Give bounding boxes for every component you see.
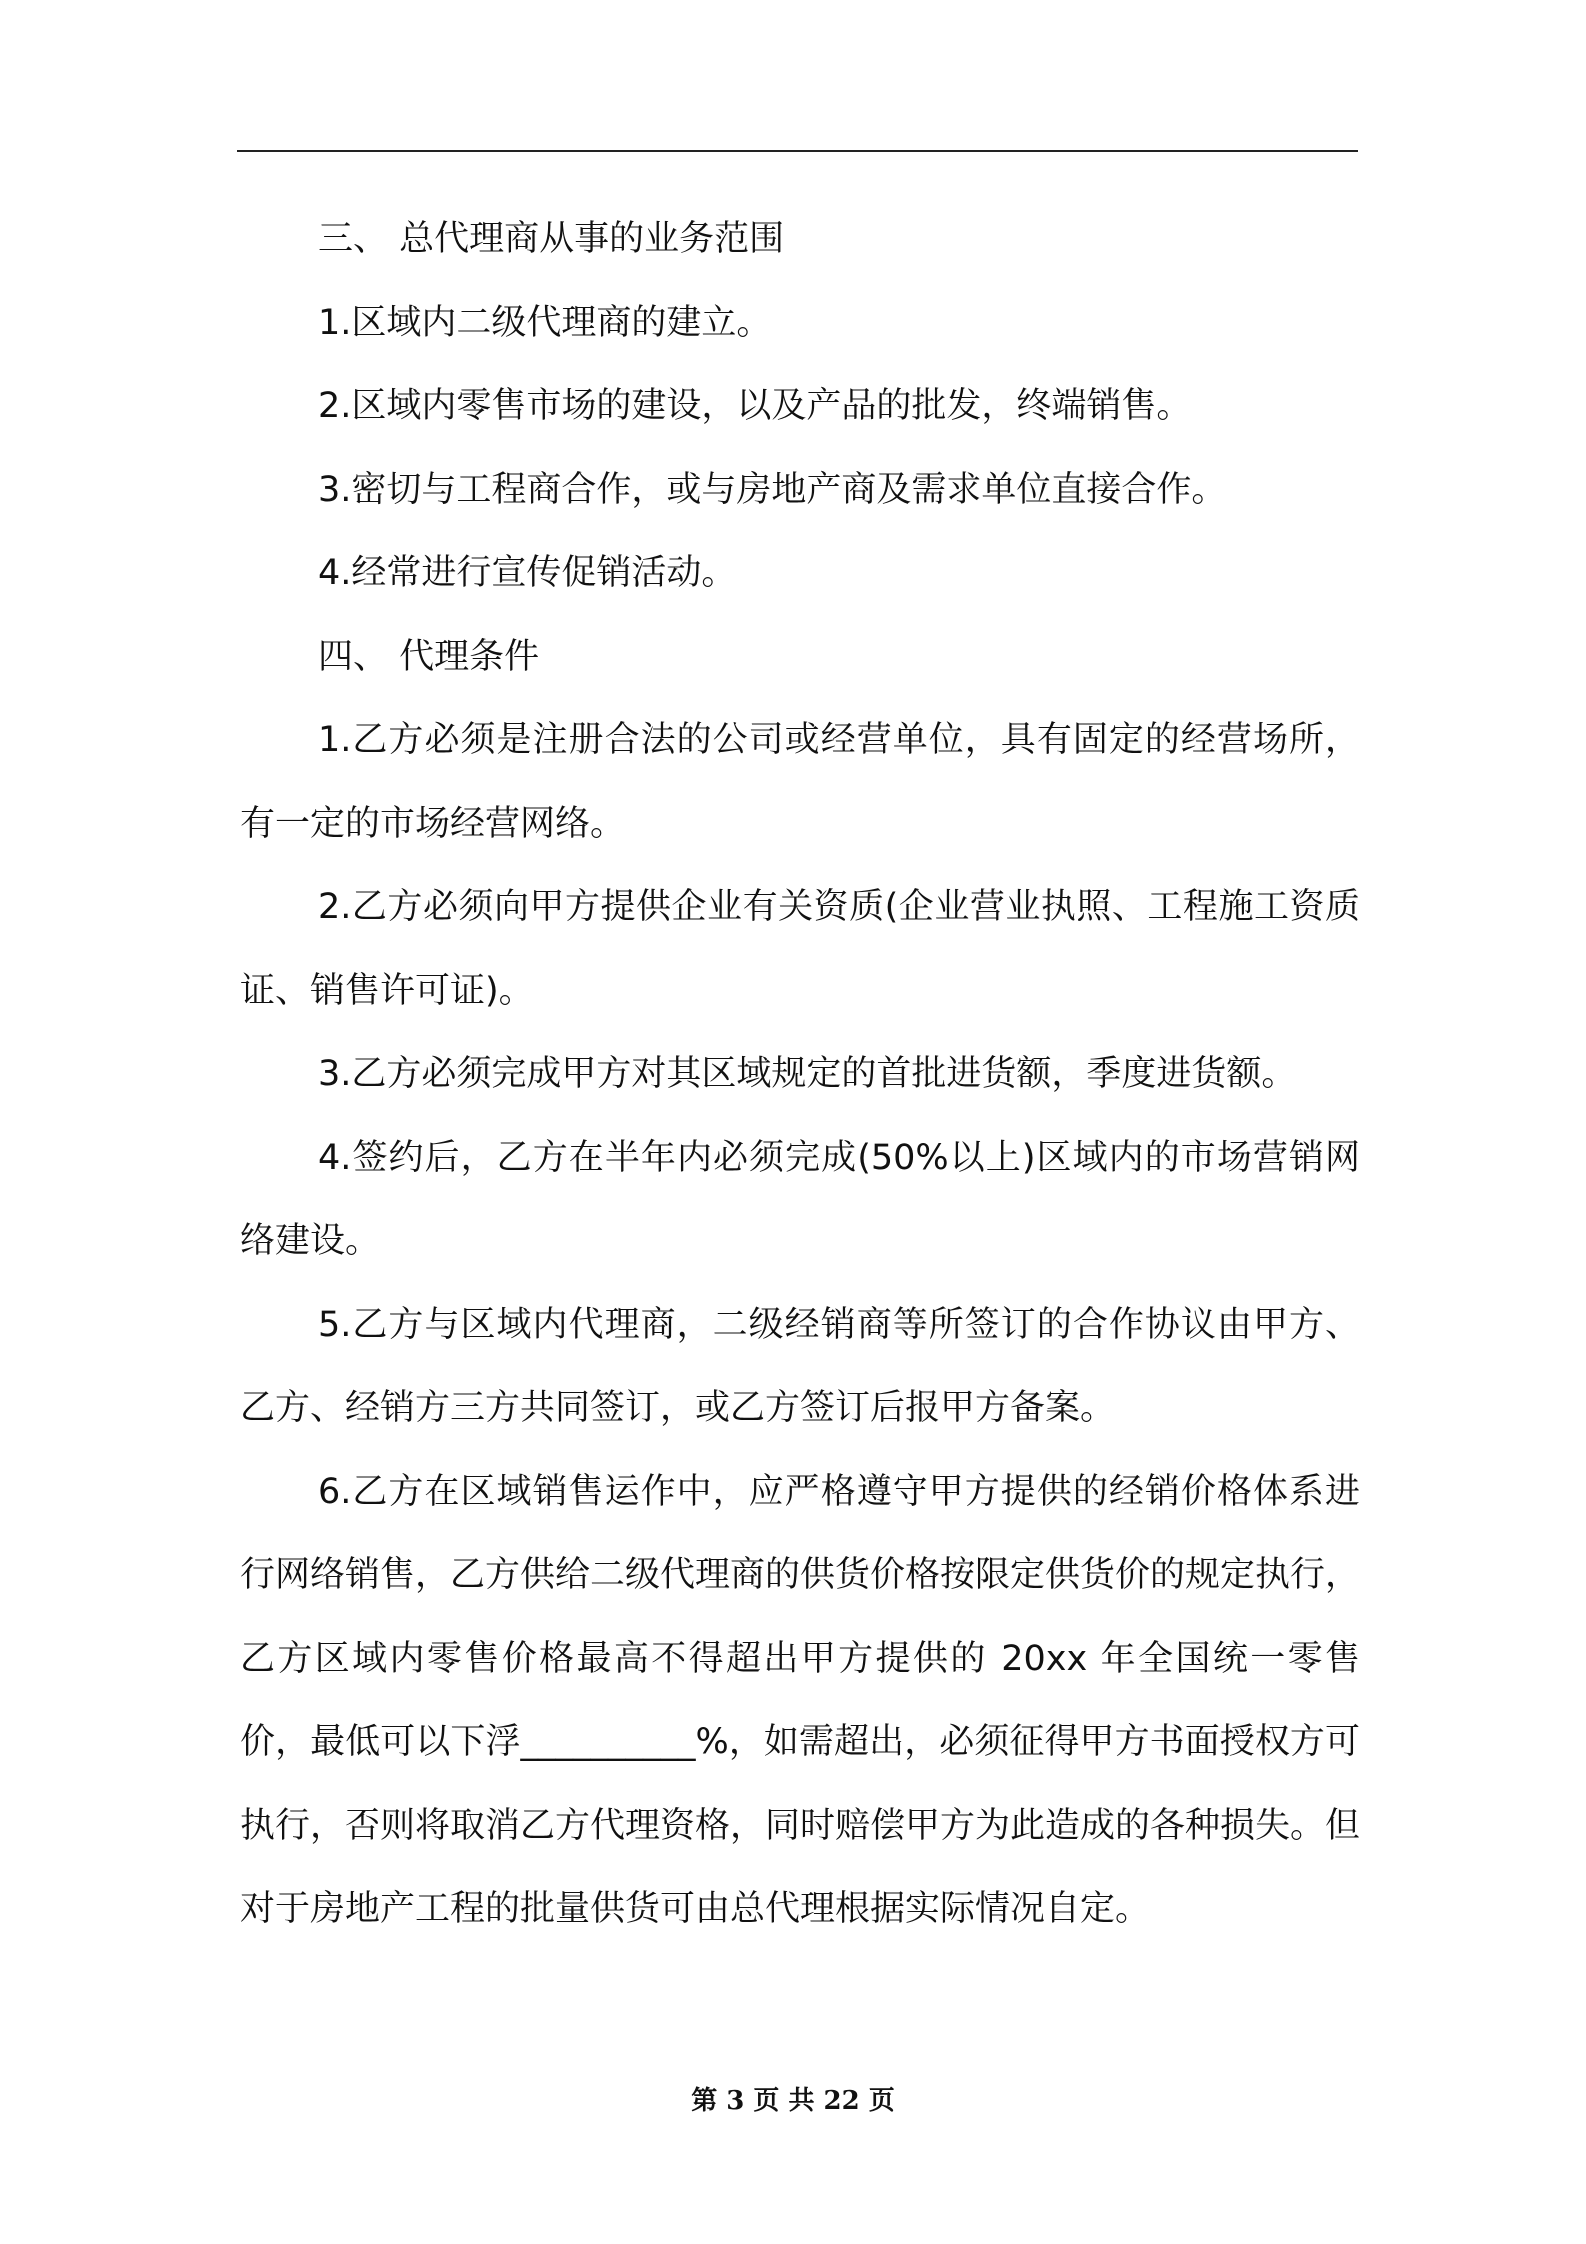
section-heading-4: 四、 代理条件: [318, 636, 540, 677]
section4-item-2: 2.乙方必须向甲方提供企业有关资质(企业营业执照、工程施工资质证、销售许可证)。: [240, 887, 1360, 1011]
section-heading-3: 三、 总代理商从事的业务范围: [318, 219, 785, 259]
page-number-footer: 第 3 页 共 22 页: [691, 2086, 895, 2116]
section4-item-1: 1.乙方必须是注册合法的公司或经营单位，具有固定的经营场所，有一定的市场经营网络。: [240, 720, 1360, 844]
section3-item-4: 4.经常进行宣传促销活动。: [318, 553, 737, 593]
document-body: [240, 198, 1360, 1952]
section3-item-3: 3.密切与工程商合作，或与房地产商及需求单位直接合作。: [318, 469, 1227, 510]
section4-item-5: 5.乙方与区域内代理商，二级经销商等所签订的合作协议由甲方、乙方、经销方三方共同签订，或乙方签订后报甲方备案。: [240, 1304, 1360, 1428]
section3-item-1: 1.区域内二级代理商的建立。: [318, 302, 772, 343]
section4-item-4: 4.签约后，乙方在半年内必须完成(50%以上)区域内的市场营销网络建设。: [240, 1137, 1360, 1261]
section4-item-6: 6.乙方在区域销售运作中，应严格遵守甲方提供的经销价格体系进行网络销售，乙方供给二级代理商的供货价格按限定供货价的规定执行，乙方区域内零售价格最高不得超出甲方提供的 20xx 年全国统一零售价，最低可以下浮__________%，如需超出，必须征得甲方书面授权方可执行，否则将取消乙方代理资格，同时赔偿甲方为此造成的各种损失。但对于房地产工程的批量供货可由总代理根据实际情况自定。: [240, 1471, 1361, 1929]
header-rule: [237, 150, 1358, 152]
section4-item-3: 3.乙方必须完成甲方对其区域规定的首批进货额，季度进货额。: [318, 1054, 1297, 1094]
section3-item-2: 2.区域内零售市场的建设，以及产品的批发，终端销售。: [318, 386, 1192, 426]
